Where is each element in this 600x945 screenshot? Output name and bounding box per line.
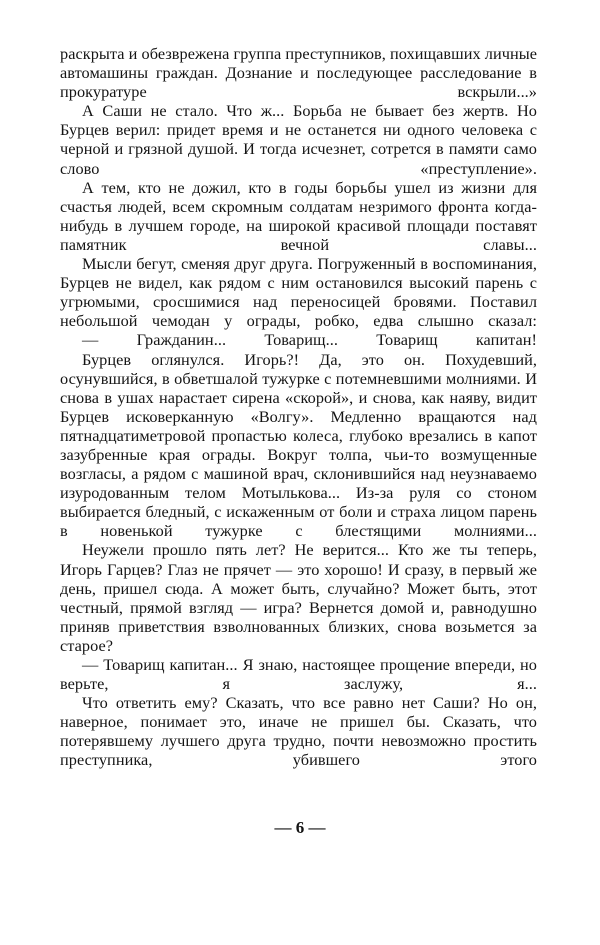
- paragraph-1: раскрыта и обезврежена группа преступников, похищавших личные автомашины граждан. Дознание и последующее расследование в прокуратуре вскрыли...»: [60, 44, 537, 102]
- page-text: [60, 44, 537, 770]
- page-number: — 6 —: [274, 818, 326, 837]
- paragraph-6: Бурцев оглянулся. Игорь?! Да, это он. Похудевший, осунувшийся, в обветшалой тужурке с потемневшими молниями. И снова в ушах нарастает сирена «скорой», и снова, как наяву, видит Бурцев исковерканную «Волгу». Медленно вращаются над пятнадцатиметровой пропастью колеса, глубоко врезались в капот зазубренные края ограды. Вокруг толпа, чьи-то возмущенные возгласы, а рядом с машиной врач, склонившийся над неузнаваемо изуродованным телом Мотылькова... Из-за руля со стоном выбирается бледный, с искаженным от боли и страха лицом парень в новенькой тужурке с блестящими молниями...: [60, 349, 537, 541]
- paragraph-4: Мысли бегут, сменяя друг друга. Погруженный в воспоминания, Бурцев не видел, как рядом с ним остановился высокий парень с угрюмыми, сросшимися над переносицей бровями. Поставил небольшой чемодан у ограды, робко, едва слышно сказал:: [60, 254, 537, 331]
- paragraph-7: Неужели прошло пять лет? Не верится... Кто же ты теперь, Игорь Гарцев? Глаз не прячет — это хорошо! И сразу, в первый же день, пришел сюда. А может быть, случайно? Может быть, этот честный, прямой взгляд — игра? Вернется домой и, равнодушно приняв приветствия взволнованных близких, снова возьмется за старое?: [60, 540, 537, 655]
- paragraph-2: А Саши не стало. Что ж... Борьба не бывает без жертв. Но Бурцев верил: придет время и не останется ни одного человека с черной и грязной душой. И тогда исчезнет, сотрется в памяти само слово «преступление».: [60, 101, 537, 178]
- paragraph-5: — Гражданин... Товарищ... Товарищ капитан!: [82, 330, 537, 350]
- paragraph-9: Что ответить ему? Сказать, что все равно нет Саши? Но он, наверное, понимает это, иначе не пришел бы. Сказать, что потерявшему лучшего друга трудно, почти невозможно простить преступника, убившего этого: [60, 693, 537, 770]
- paragraph-3: А тем, кто не дожил, кто в годы борьбы ушел из жизни для счастья людей, всем скромным солдатам незримого фронта когда-нибудь в лучшем городе, на широкой красивой площади поставят памятник вечной славы...: [60, 177, 537, 254]
- paragraph-8: — Товарищ капитан... Я знаю, настоящее прощение впереди, но верьте, я заслужу, я...: [60, 655, 537, 694]
